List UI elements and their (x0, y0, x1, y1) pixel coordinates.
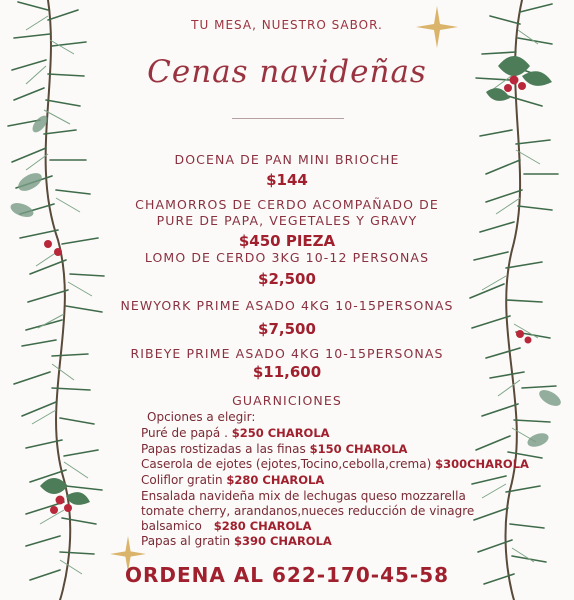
option-text: Papas rostizadas a las finas (141, 442, 306, 456)
menu-item-price: $7,500 (258, 320, 316, 338)
option-text: Papas al gratin (141, 534, 231, 548)
menu-item-price: $144 (266, 171, 308, 189)
option-price: $300CHAROLA (435, 457, 529, 471)
menu-item-name: NEWYORK PRIME ASADO 4KG 10-15PERSONAS (120, 298, 454, 313)
option-text: balsamico (141, 519, 202, 533)
option-text: Puré de papá . (141, 426, 228, 440)
list-item (141, 473, 324, 487)
option-text: Coliflor gratin (141, 473, 223, 487)
option-price: $150 CHAROLA (309, 442, 408, 456)
menu-item-name: LOMO DE CERDO 3KG 10-12 PERSONAS (144, 250, 430, 265)
order-phone-cta[interactable]: ORDENA AL 622-170-45-58 (124, 563, 450, 587)
option-price: $250 CHAROLA (231, 426, 330, 440)
guarniciones-intro: Opciones a elegir: (147, 410, 256, 424)
option-price: $280 CHAROLA (213, 519, 312, 533)
menu-item-name-line2: PURE DE PAPA, VEGETALES Y GRAVY (156, 213, 418, 228)
list-item-line3 (141, 519, 312, 533)
menu-item-price: $11,600 (252, 363, 322, 381)
list-item (141, 442, 407, 456)
menu-item-price: $2,500 (258, 270, 316, 288)
option-price: $280 CHAROLA (226, 473, 325, 487)
list-item: Ensalada navideña mix de lechugas queso mozzarella (141, 489, 466, 503)
list-item (141, 457, 529, 471)
list-item (141, 426, 330, 440)
menu-item-price: $450 PIEZA (238, 232, 336, 250)
option-price: $390 CHAROLA (233, 534, 332, 548)
menu-item-name: CHAMORROS DE CERDO ACOMPAÑADO DE (135, 197, 439, 212)
option-text: Caserola de ejotes (ejotes,Tocino,cebolla,crema) (141, 457, 432, 471)
menu-item-name: RIBEYE PRIME ASADO 4KG 10-15PERSONAS (130, 346, 444, 361)
tagline: TU MESA, NUESTRO SABOR. (191, 18, 383, 32)
menu-item-name: DOCENA DE PAN MINI BRIOCHE (174, 152, 400, 167)
page-title: Cenas navideñas (147, 54, 427, 90)
guarniciones-heading: GUARNICIONES (232, 393, 342, 408)
title-divider (232, 118, 344, 119)
list-item-line2: tomate cherry, arandanos,nueces reducción de vinagre (141, 504, 475, 518)
list-item (141, 534, 332, 548)
